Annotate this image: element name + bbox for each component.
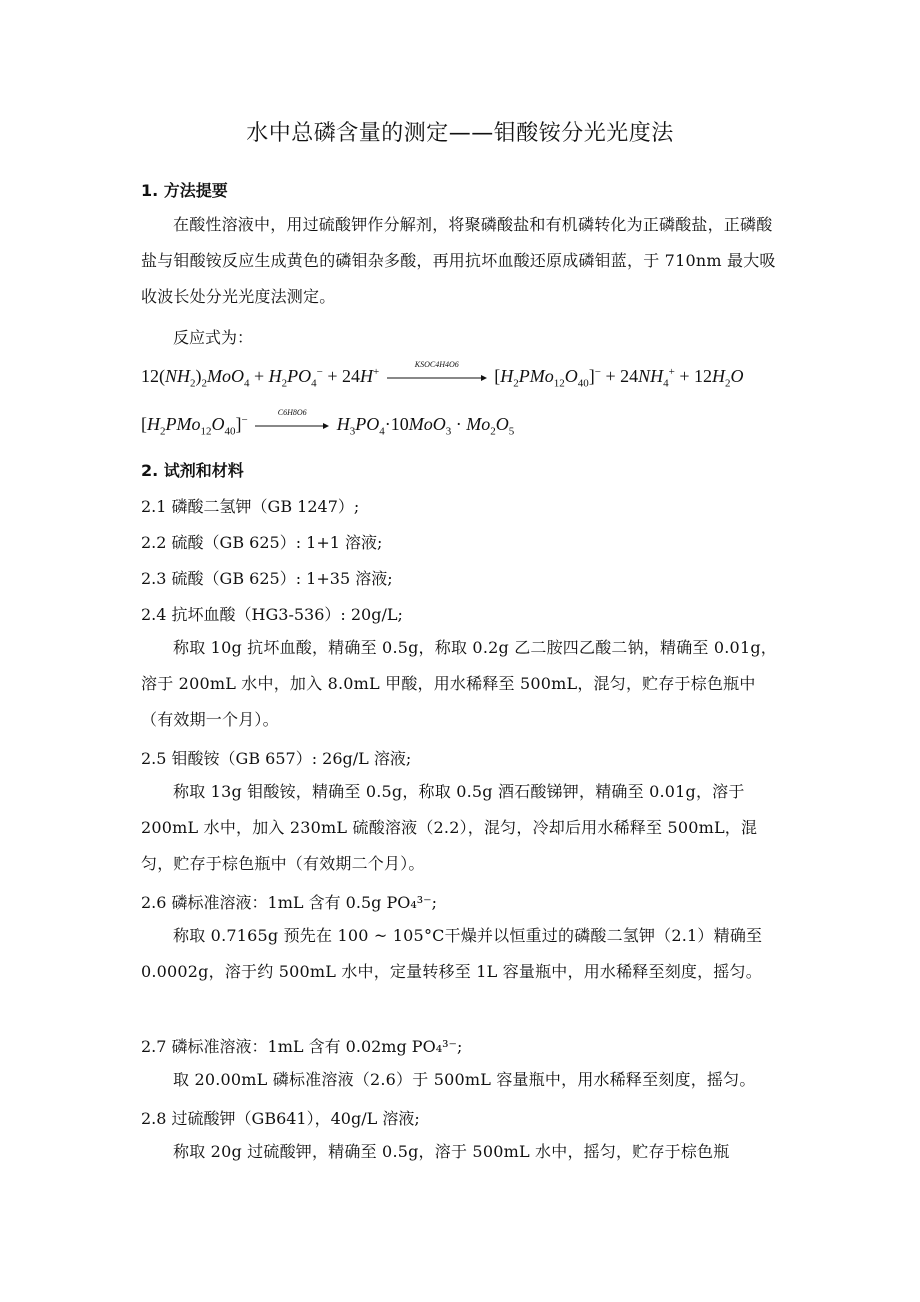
reaction-label: 反应式为：: [173, 328, 254, 347]
reaction-condition-1: KSOC4H4O6: [414, 359, 459, 369]
item-2-4-paragraph: 称取 10g 抗坏血酸，精确至 0.5g，称取 0.2g 乙二胺四乙酸二钠，精确至 0.01g，溶于 200mL 水中，加入 8.0mL 甲酸，用水稀释至 500mL，混匀，贮存于棕色瓶中（有效期一个月）。: [141, 638, 777, 729]
item-2-4: 2.4 抗坏血酸（HG3-536）: 20g/L;: [141, 605, 403, 624]
reaction-equation-2: $[H_2PMo_{12}O_{40}]^-$ C6H8O6 $H_3PO_4\cdot 10MoO_3 \cdot Mo_2O_5$: [141, 407, 515, 438]
item-2-5-paragraph: 称取 13g 钼酸铵，精确至 0.5g，称取 0.5g 酒石酸锑钾，精确至 0.01g，溶于 200mL 水中，加入 230mL 硫酸溶液（2.2），混匀，冷却后用水稀释至 500mL，混匀，贮存于棕色瓶中（有效期二个月）。: [141, 782, 758, 873]
item-2-7: 2.7 磷标准溶液：1mL 含有 0.02mg PO₄³⁻;: [141, 1037, 463, 1056]
reaction-equation-1: $12(NH_2)_2MoO_4 + H_2PO_4^- + 24H^+$ KSOC4H4O6 $[H_2PMo_{12}O_{40}]^- + 24NH_4^+ + 12H_2O$: [141, 359, 744, 390]
reaction-arrow-2: [255, 407, 329, 430]
section-2-heading: 2. 试剂和材料: [141, 461, 244, 480]
item-2-8-paragraph: 称取 20g 过硫酸钾，精确至 0.5g，溶于 500mL 水中，摇匀，贮存于棕色瓶: [173, 1142, 730, 1161]
reaction-arrow-1: [387, 359, 487, 382]
item-2-3: 2.3 硫酸（GB 625）: 1+35 溶液;: [141, 569, 393, 588]
reaction-condition-2: C6H8O6: [277, 407, 307, 417]
item-2-6: 2.6 磷标准溶液：1mL 含有 0.5g PO₄³⁻;: [141, 893, 438, 912]
item-2-5: 2.5 钼酸铵（GB 657）: 26g/L 溶液;: [141, 749, 412, 768]
item-2-6-paragraph: 称取 0.7165g 预先在 100 ~ 105°C干燥并以恒重过的磷酸二氢钾（2.1）精确至 0.0002g，溶于约 500mL 水中，定量转移至 1L 容量瓶中，用水稀释至刻度，摇匀。: [141, 926, 763, 981]
item-2-2: 2.2 硫酸（GB 625）: 1+1 溶液;: [141, 533, 383, 552]
document-title: 水中总磷含量的测定——钼酸铵分光光度法: [246, 121, 674, 146]
section-1-heading: 1. 方法提要: [141, 181, 228, 200]
item-2-8: 2.8 过硫酸钾（GB641），40g/L 溶液;: [141, 1109, 420, 1128]
item-2-7-paragraph: 取 20.00mL 磷标准溶液（2.6）于 500mL 容量瓶中，用水稀释至刻度，摇匀。: [173, 1070, 756, 1089]
method-summary-paragraph: 在酸性溶液中，用过硫酸钾作分解剂，将聚磷酸盐和有机磷转化为正磷酸盐，正磷酸盐与钼酸铵反应生成黄色的磷钼杂多酸，再用抗坏血酸还原成磷钼蓝，于 710nm 最大吸收波长处分光光度法测定。: [141, 215, 776, 306]
item-2-1: 2.1 磷酸二氢钾（GB 1247）;: [141, 497, 360, 516]
